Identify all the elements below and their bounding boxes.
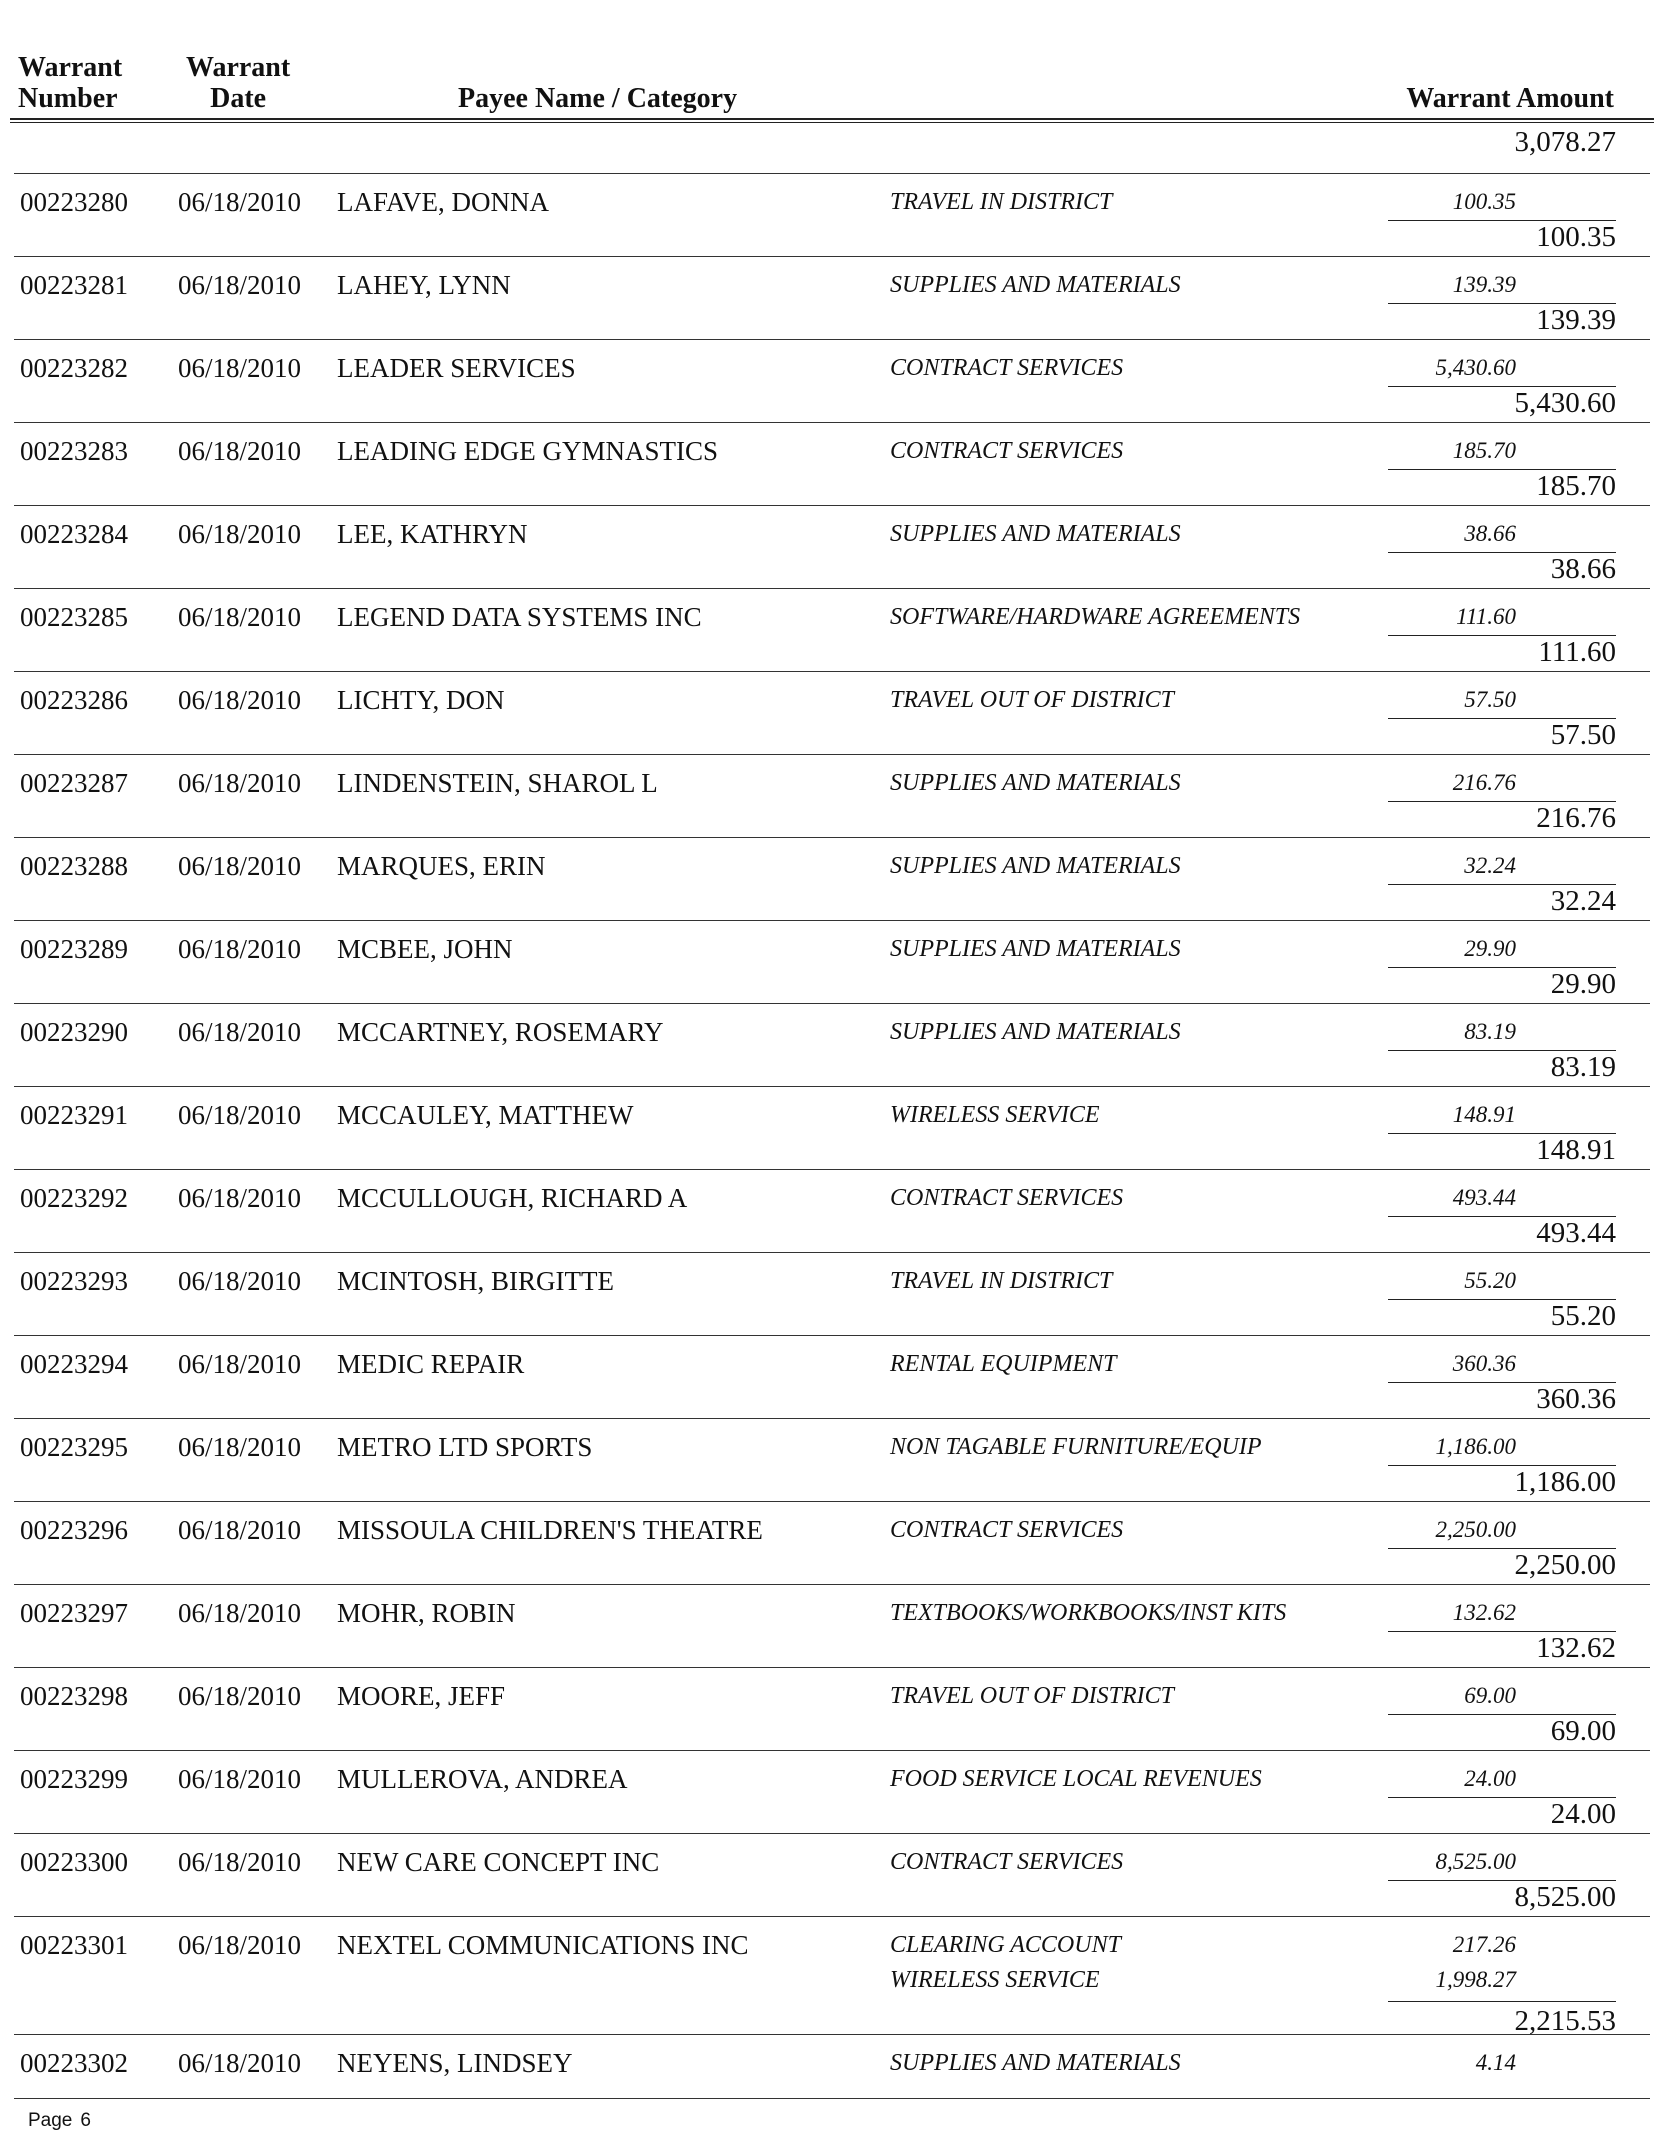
line-item-amounts — [1453, 1597, 1516, 1632]
category-list — [890, 1929, 1121, 1999]
line-item-amount: 57.50 — [1464, 687, 1516, 712]
category-label: CONTRACT SERVICES — [890, 1517, 1124, 1543]
line-item-amounts — [1464, 1016, 1516, 1051]
category-list — [890, 767, 1181, 802]
category-list — [890, 352, 1123, 387]
line-item-amount: 216.76 — [1452, 770, 1516, 795]
line-item-amount: 139.39 — [1452, 272, 1516, 297]
payee-name: MCBEE, JOHN — [337, 934, 513, 964]
payee-name: LEADER SERVICES — [337, 353, 576, 383]
payee-name: LEADING EDGE GYMNASTICS — [337, 436, 718, 466]
carry-forward-amount: 3,078.27 — [1514, 126, 1616, 158]
line-item-amount: 5,430.60 — [1435, 355, 1516, 380]
line-item-amounts — [1476, 2047, 1516, 2082]
category-label: TEXTBOOKS/WORKBOOKS/INST KITS — [890, 1600, 1287, 1626]
line-item-amount: 493.44 — [1452, 1185, 1516, 1210]
warrant-number: 00223298 — [20, 1681, 128, 1711]
category-label: SUPPLIES AND MATERIALS — [890, 853, 1181, 879]
category-label: SUPPLIES AND MATERIALS — [890, 272, 1181, 298]
payee-name: MEDIC REPAIR — [337, 1349, 525, 1379]
category-label: NON TAGABLE FURNITURE/EQUIP — [890, 1434, 1262, 1460]
line-item-amount: 1,998.27 — [1435, 1967, 1516, 1992]
subtotal-rule — [1388, 2001, 1616, 2002]
line-item-amount: 1,186.00 — [1435, 1434, 1516, 1459]
table-row — [0, 838, 1664, 921]
warrant-date: 06/18/2010 — [178, 1432, 302, 1462]
warrant-number: 00223300 — [20, 1847, 128, 1877]
line-item-amounts — [1453, 1182, 1516, 1217]
payee-name: METRO LTD SPORTS — [337, 1432, 593, 1462]
payee-name: NEXTEL COMMUNICATIONS INC — [337, 1930, 749, 1960]
category-label: TRAVEL IN DISTRICT — [890, 189, 1113, 215]
line-item-amounts — [1436, 352, 1517, 387]
warrant-total: 2,250.00 — [1514, 1549, 1616, 1581]
warrant-date: 06/18/2010 — [178, 436, 302, 466]
line-item-amount: 55.20 — [1464, 1268, 1516, 1293]
warrant-number: 00223301 — [20, 1930, 128, 1960]
line-item-amounts — [1464, 684, 1516, 719]
category-label: TRAVEL OUT OF DISTRICT — [890, 687, 1174, 713]
category-label: CONTRACT SERVICES — [890, 355, 1124, 381]
table-row — [0, 1585, 1664, 1668]
payee-name: MCCULLOUGH, RICHARD A — [337, 1183, 688, 1213]
warrant-date: 06/18/2010 — [178, 1681, 302, 1711]
payee-name: MARQUES, ERIN — [337, 851, 546, 881]
warrant-date: 06/18/2010 — [178, 1598, 302, 1628]
warrant-number: 00223285 — [20, 602, 128, 632]
line-item-amounts — [1464, 1763, 1516, 1798]
line-item-amounts — [1453, 435, 1516, 470]
category-label: CONTRACT SERVICES — [890, 1849, 1124, 1875]
bottom-rule — [14, 2098, 1650, 2099]
table-row — [0, 1170, 1664, 1253]
line-item-amounts — [1464, 518, 1516, 553]
line-item-amount: 38.66 — [1464, 521, 1516, 546]
warrant-total: 139.39 — [1536, 304, 1616, 336]
payee-name: LEE, KATHRYN — [337, 519, 528, 549]
warrant-number: 00223299 — [20, 1764, 128, 1794]
warrant-number: 00223288 — [20, 851, 128, 881]
table-row — [0, 174, 1664, 257]
warrant-number: 00223296 — [20, 1515, 128, 1545]
line-item-amounts — [1464, 1265, 1516, 1300]
category-label: SUPPLIES AND MATERIALS — [890, 936, 1181, 962]
category-list — [890, 518, 1181, 553]
table-row — [0, 1419, 1664, 1502]
warrant-date: 06/18/2010 — [178, 353, 302, 383]
warrant-number: 00223297 — [20, 1598, 128, 1628]
payee-name: LAFAVE, DONNA — [337, 187, 550, 217]
table-row — [0, 921, 1664, 1004]
category-label: RENTAL EQUIPMENT — [890, 1351, 1117, 1377]
payee-name: MCINTOSH, BIRGITTE — [337, 1266, 615, 1296]
category-list — [890, 1016, 1181, 1051]
category-list — [890, 1182, 1123, 1217]
warrant-total: 132.62 — [1536, 1632, 1616, 1664]
warrant-number: 00223291 — [20, 1100, 128, 1130]
table-row — [0, 2035, 1664, 2118]
warrant-date: 06/18/2010 — [178, 1847, 302, 1877]
line-item-amounts — [1453, 1348, 1516, 1383]
payee-name: LICHTY, DON — [337, 685, 505, 715]
warrant-date: 06/18/2010 — [178, 1349, 302, 1379]
payee-name: NEYENS, LINDSEY — [337, 2048, 573, 2078]
warrant-total: 216.76 — [1536, 802, 1616, 834]
warrant-total: 55.20 — [1550, 1300, 1616, 1332]
category-list — [890, 933, 1181, 968]
table-row — [0, 755, 1664, 838]
line-item-amount: 69.00 — [1464, 1683, 1516, 1708]
category-label: TRAVEL OUT OF DISTRICT — [890, 1683, 1174, 1709]
warrant-total: 29.90 — [1550, 968, 1616, 1000]
warrant-total: 69.00 — [1550, 1715, 1616, 1747]
line-item-amount: 217.26 — [1452, 1932, 1516, 1957]
page-number: 6 — [80, 2110, 91, 2131]
table-row — [0, 1834, 1664, 1917]
line-item-amount: 32.24 — [1464, 853, 1516, 878]
header-warrant-date: Warrant Date — [186, 52, 291, 114]
warrant-total: 32.24 — [1550, 885, 1616, 917]
table-row — [0, 1004, 1664, 1087]
warrant-total: 493.44 — [1536, 1217, 1616, 1249]
warrant-number: 00223283 — [20, 436, 128, 466]
line-item-amounts — [1453, 186, 1516, 221]
warrant-date: 06/18/2010 — [178, 1515, 302, 1545]
line-item-amount: 2,250.00 — [1435, 1517, 1516, 1542]
warrant-date: 06/18/2010 — [178, 851, 302, 881]
payee-name: MISSOULA CHILDREN'S THEATRE — [337, 1515, 763, 1545]
header-warrant-number: Warrant Number — [18, 52, 123, 114]
warrant-number: 00223295 — [20, 1432, 128, 1462]
category-list — [890, 601, 1300, 636]
payee-name: MOORE, JEFF — [337, 1681, 506, 1711]
payee-name: LINDENSTEIN, SHAROL L — [337, 768, 658, 798]
category-list — [890, 2047, 1181, 2082]
category-list — [890, 1514, 1123, 1549]
line-item-amounts — [1436, 1431, 1517, 1466]
warrant-number: 00223286 — [20, 685, 128, 715]
warrant-number: 00223282 — [20, 353, 128, 383]
line-item-amounts — [1453, 1099, 1516, 1134]
payee-name: LAHEY, LYNN — [337, 270, 511, 300]
category-label: WIRELESS SERVICE — [890, 1967, 1100, 1993]
category-list — [890, 435, 1123, 470]
line-item-amount: 148.91 — [1452, 1102, 1516, 1127]
category-label: SUPPLIES AND MATERIALS — [890, 770, 1181, 796]
category-list — [890, 1348, 1116, 1383]
page-footer — [28, 2110, 99, 2132]
warrant-number: 00223280 — [20, 187, 128, 217]
category-list — [890, 1597, 1286, 1632]
warrant-table-body — [0, 174, 1664, 2118]
warrant-number: 00223293 — [20, 1266, 128, 1296]
payee-name: MCCAULEY, MATTHEW — [337, 1100, 634, 1130]
category-list — [890, 850, 1181, 885]
category-label: TRAVEL IN DISTRICT — [890, 1268, 1113, 1294]
warrant-total: 83.19 — [1550, 1051, 1616, 1083]
category-label: CLEARING ACCOUNT — [890, 1932, 1121, 1958]
warrant-number: 00223281 — [20, 270, 128, 300]
line-item-amount: 24.00 — [1464, 1766, 1516, 1791]
warrant-date: 06/18/2010 — [178, 519, 302, 549]
warrant-total: 38.66 — [1550, 553, 1616, 585]
line-item-amount: 111.60 — [1456, 604, 1516, 629]
warrant-total: 100.35 — [1536, 221, 1616, 253]
category-label: WIRELESS SERVICE — [890, 1102, 1100, 1128]
line-item-amounts — [1464, 1680, 1516, 1715]
category-label: SUPPLIES AND MATERIALS — [890, 1019, 1181, 1045]
table-row — [0, 340, 1664, 423]
payee-name: LEGEND DATA SYSTEMS INC — [337, 602, 702, 632]
warrant-number: 00223289 — [20, 934, 128, 964]
warrant-date: 06/18/2010 — [178, 187, 302, 217]
category-list — [890, 269, 1181, 304]
warrant-date: 06/18/2010 — [178, 1266, 302, 1296]
table-row — [0, 1336, 1664, 1419]
line-item-amount: 29.90 — [1464, 936, 1516, 961]
table-row — [0, 257, 1664, 340]
category-list — [890, 684, 1174, 719]
category-label: FOOD SERVICE LOCAL REVENUES — [890, 1766, 1262, 1792]
line-item-amount: 100.35 — [1452, 189, 1516, 214]
line-item-amount: 132.62 — [1452, 1600, 1516, 1625]
category-list — [890, 186, 1112, 221]
payee-name: MCCARTNEY, ROSEMARY — [337, 1017, 664, 1047]
warrant-date: 06/18/2010 — [178, 934, 302, 964]
line-item-amount: 83.19 — [1464, 1019, 1516, 1044]
table-row — [0, 589, 1664, 672]
table-row — [0, 1751, 1664, 1834]
category-label: CONTRACT SERVICES — [890, 438, 1124, 464]
warrant-date: 06/18/2010 — [178, 270, 302, 300]
table-row — [0, 506, 1664, 589]
warrant-total: 1,186.00 — [1514, 1466, 1616, 1498]
category-list — [890, 1099, 1100, 1134]
warrant-total: 185.70 — [1536, 470, 1616, 502]
warrant-total: 24.00 — [1550, 1798, 1616, 1830]
line-item-amount: 185.70 — [1452, 438, 1516, 463]
category-list — [890, 1431, 1262, 1466]
table-row — [0, 1668, 1664, 1751]
warrant-date: 06/18/2010 — [178, 1764, 302, 1794]
header-rule — [10, 118, 1654, 123]
warrant-date: 06/18/2010 — [178, 1100, 302, 1130]
table-row — [0, 672, 1664, 755]
warrant-total: 8,525.00 — [1514, 1881, 1616, 1913]
table-row — [0, 1502, 1664, 1585]
payee-name: NEW CARE CONCEPT INC — [337, 1847, 660, 1877]
warrant-number: 00223284 — [20, 519, 128, 549]
line-item-amounts — [1436, 1929, 1517, 1999]
table-row — [0, 423, 1664, 506]
line-item-amounts — [1436, 1846, 1517, 1881]
category-list — [890, 1265, 1112, 1300]
warrant-number: 00223287 — [20, 768, 128, 798]
warrant-total: 2,215.53 — [1514, 2005, 1616, 2037]
category-label: SUPPLIES AND MATERIALS — [890, 2050, 1181, 2076]
warrant-total: 111.60 — [1538, 636, 1616, 668]
category-list — [890, 1846, 1123, 1881]
table-row — [0, 1087, 1664, 1170]
warrant-number: 00223302 — [20, 2048, 128, 2078]
line-item-amounts — [1453, 767, 1516, 802]
warrant-number: 00223290 — [20, 1017, 128, 1047]
warrant-date: 06/18/2010 — [178, 1017, 302, 1047]
line-item-amounts — [1453, 269, 1516, 304]
warrant-date: 06/18/2010 — [178, 768, 302, 798]
warrant-total: 148.91 — [1536, 1134, 1616, 1166]
category-label: SUPPLIES AND MATERIALS — [890, 521, 1181, 547]
category-list — [890, 1763, 1262, 1798]
category-label: CONTRACT SERVICES — [890, 1185, 1124, 1211]
warrant-number: 00223292 — [20, 1183, 128, 1213]
payee-name: MULLEROVA, ANDREA — [337, 1764, 628, 1794]
line-item-amount: 4.14 — [1475, 2050, 1516, 2075]
warrant-date: 06/18/2010 — [178, 685, 302, 715]
warrant-total: 5,430.60 — [1514, 387, 1616, 419]
line-item-amount: 360.36 — [1452, 1351, 1516, 1376]
warrant-total: 360.36 — [1536, 1383, 1616, 1415]
line-item-amounts — [1456, 601, 1516, 636]
header-warrant-amount: Warrant Amount — [1406, 83, 1614, 114]
line-item-amounts — [1464, 933, 1516, 968]
page-label: Page — [28, 2110, 73, 2131]
warrant-number: 00223294 — [20, 1349, 128, 1379]
warrant-date: 06/18/2010 — [178, 602, 302, 632]
warrant-date: 06/18/2010 — [178, 1183, 302, 1213]
table-row — [0, 1253, 1664, 1336]
line-item-amount: 8,525.00 — [1435, 1849, 1516, 1874]
warrant-date: 06/18/2010 — [178, 1930, 302, 1960]
line-item-amounts — [1436, 1514, 1517, 1549]
category-label: SOFTWARE/HARDWARE AGREEMENTS — [890, 604, 1301, 630]
header-payee: Payee Name / Category — [458, 83, 738, 114]
category-list — [890, 1680, 1174, 1715]
table-row — [0, 1917, 1664, 2035]
line-item-amounts — [1464, 850, 1516, 885]
warrant-date: 06/18/2010 — [178, 2048, 302, 2078]
payee-name: MOHR, ROBIN — [337, 1598, 516, 1628]
warrant-total: 57.50 — [1550, 719, 1616, 751]
